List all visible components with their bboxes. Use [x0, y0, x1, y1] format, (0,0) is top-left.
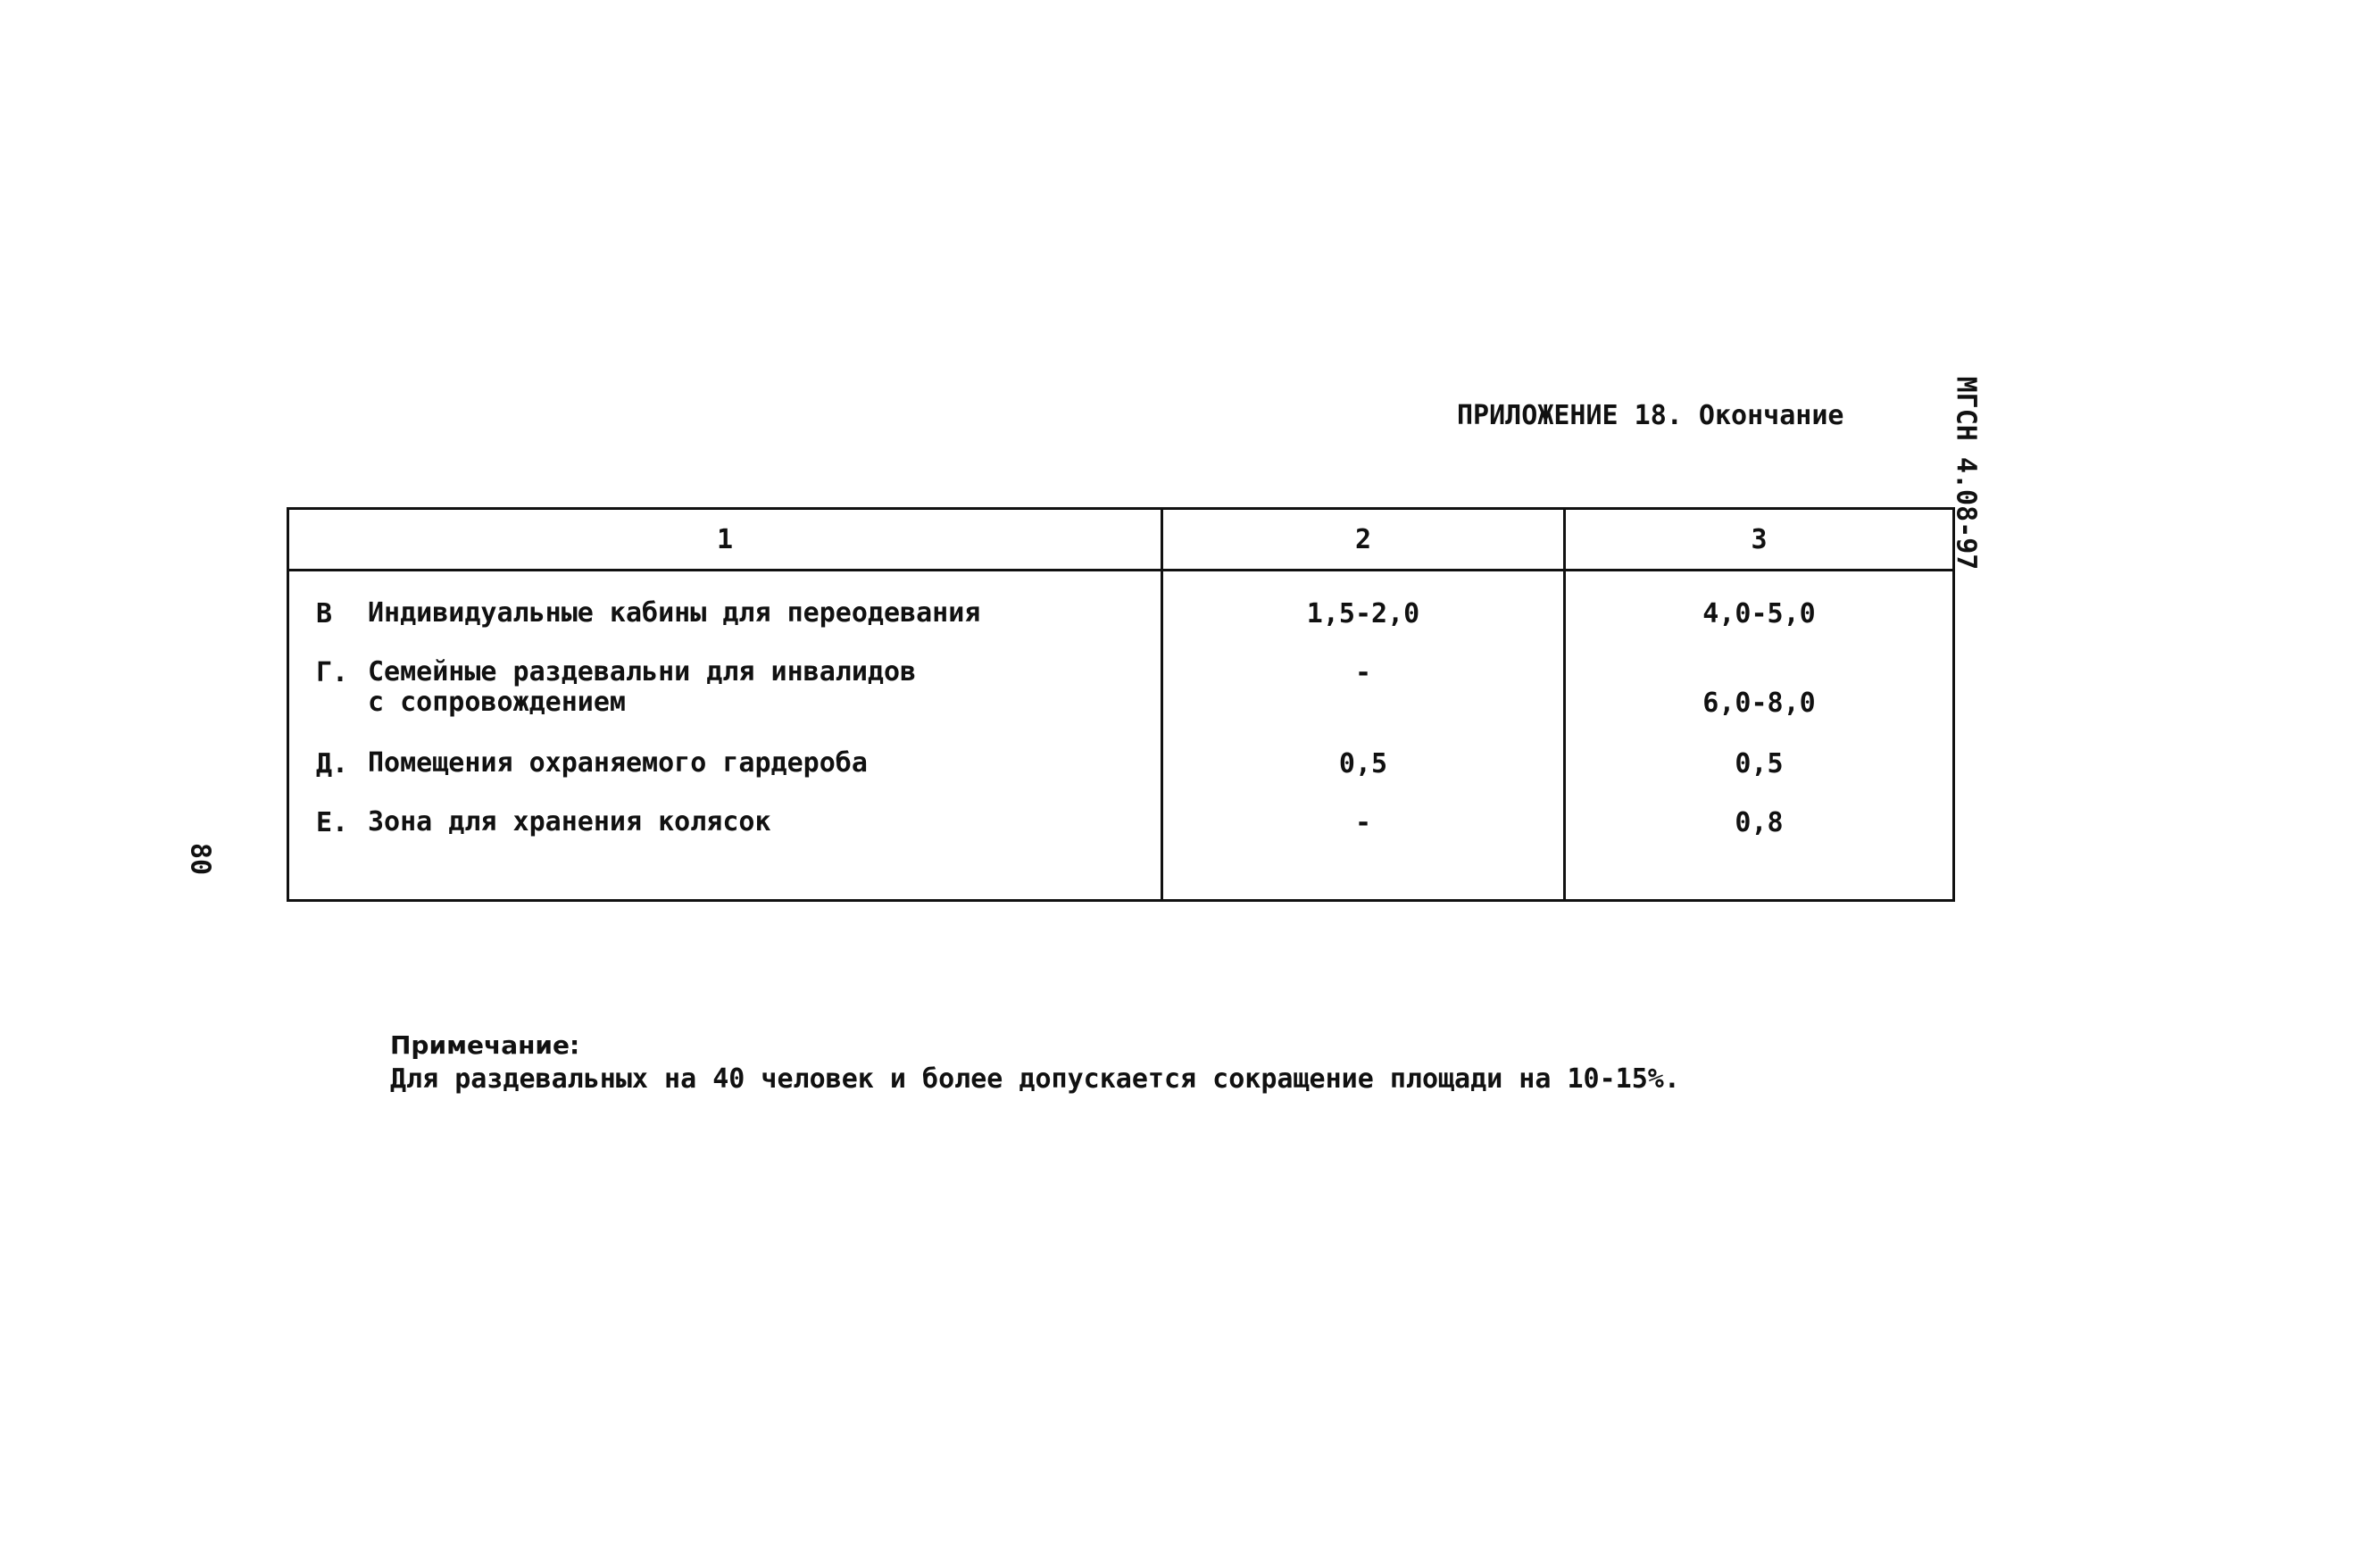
row-letter: В: [316, 598, 333, 629]
column-header-2: 2: [1162, 509, 1565, 571]
table-body-row: [288, 571, 1954, 901]
page-number: 80: [184, 842, 216, 876]
table-row: [289, 598, 1161, 629]
table-cell: 1,5-2,0: [1306, 598, 1420, 629]
column-3-values: [1565, 571, 1954, 901]
table-row: [289, 657, 1161, 718]
row-letter: Д.: [316, 748, 349, 779]
table-cell: 4,0-5,0: [1702, 598, 1816, 629]
table-row: [289, 807, 1161, 838]
room-name: Индивидуальные кабины для переодевания: [368, 597, 981, 629]
column-header-3: 3: [1565, 509, 1954, 571]
room-name: Зона для хранения колясок: [368, 806, 771, 838]
table-cell: 6,0-8,0: [1702, 688, 1816, 719]
area-norms-table: [287, 507, 1955, 902]
table-cell: -: [1354, 807, 1372, 838]
row-letter: Е.: [316, 807, 349, 838]
document-code: МГСН 4.08-97: [1950, 376, 1982, 571]
row-letter: Г.: [316, 657, 349, 688]
appendix-heading: ПРИЛОЖЕНИЕ 18. Окончание: [1457, 400, 1844, 431]
room-names-column: [288, 571, 1162, 901]
table-cell: 0,5: [1735, 748, 1784, 779]
table-row: [289, 748, 1161, 779]
table-cell: 0,8: [1735, 807, 1784, 838]
table-header-row: [288, 509, 1954, 571]
table-cell: -: [1354, 657, 1372, 688]
note-text: Для раздевальных на 40 человек и более допускается сокращение площади на 10-15%.: [390, 1063, 1680, 1095]
note-block: [390, 1029, 1680, 1096]
column-2-values: [1162, 571, 1565, 901]
column-header-1: 1: [288, 509, 1162, 571]
room-name: Помещения охраняемого гардероба: [368, 747, 868, 779]
note-title: Примечание:: [390, 1030, 580, 1060]
table-cell: 0,5: [1338, 748, 1388, 779]
room-name: Семейные раздевальни для инвалидов с сопровождением: [368, 656, 917, 718]
